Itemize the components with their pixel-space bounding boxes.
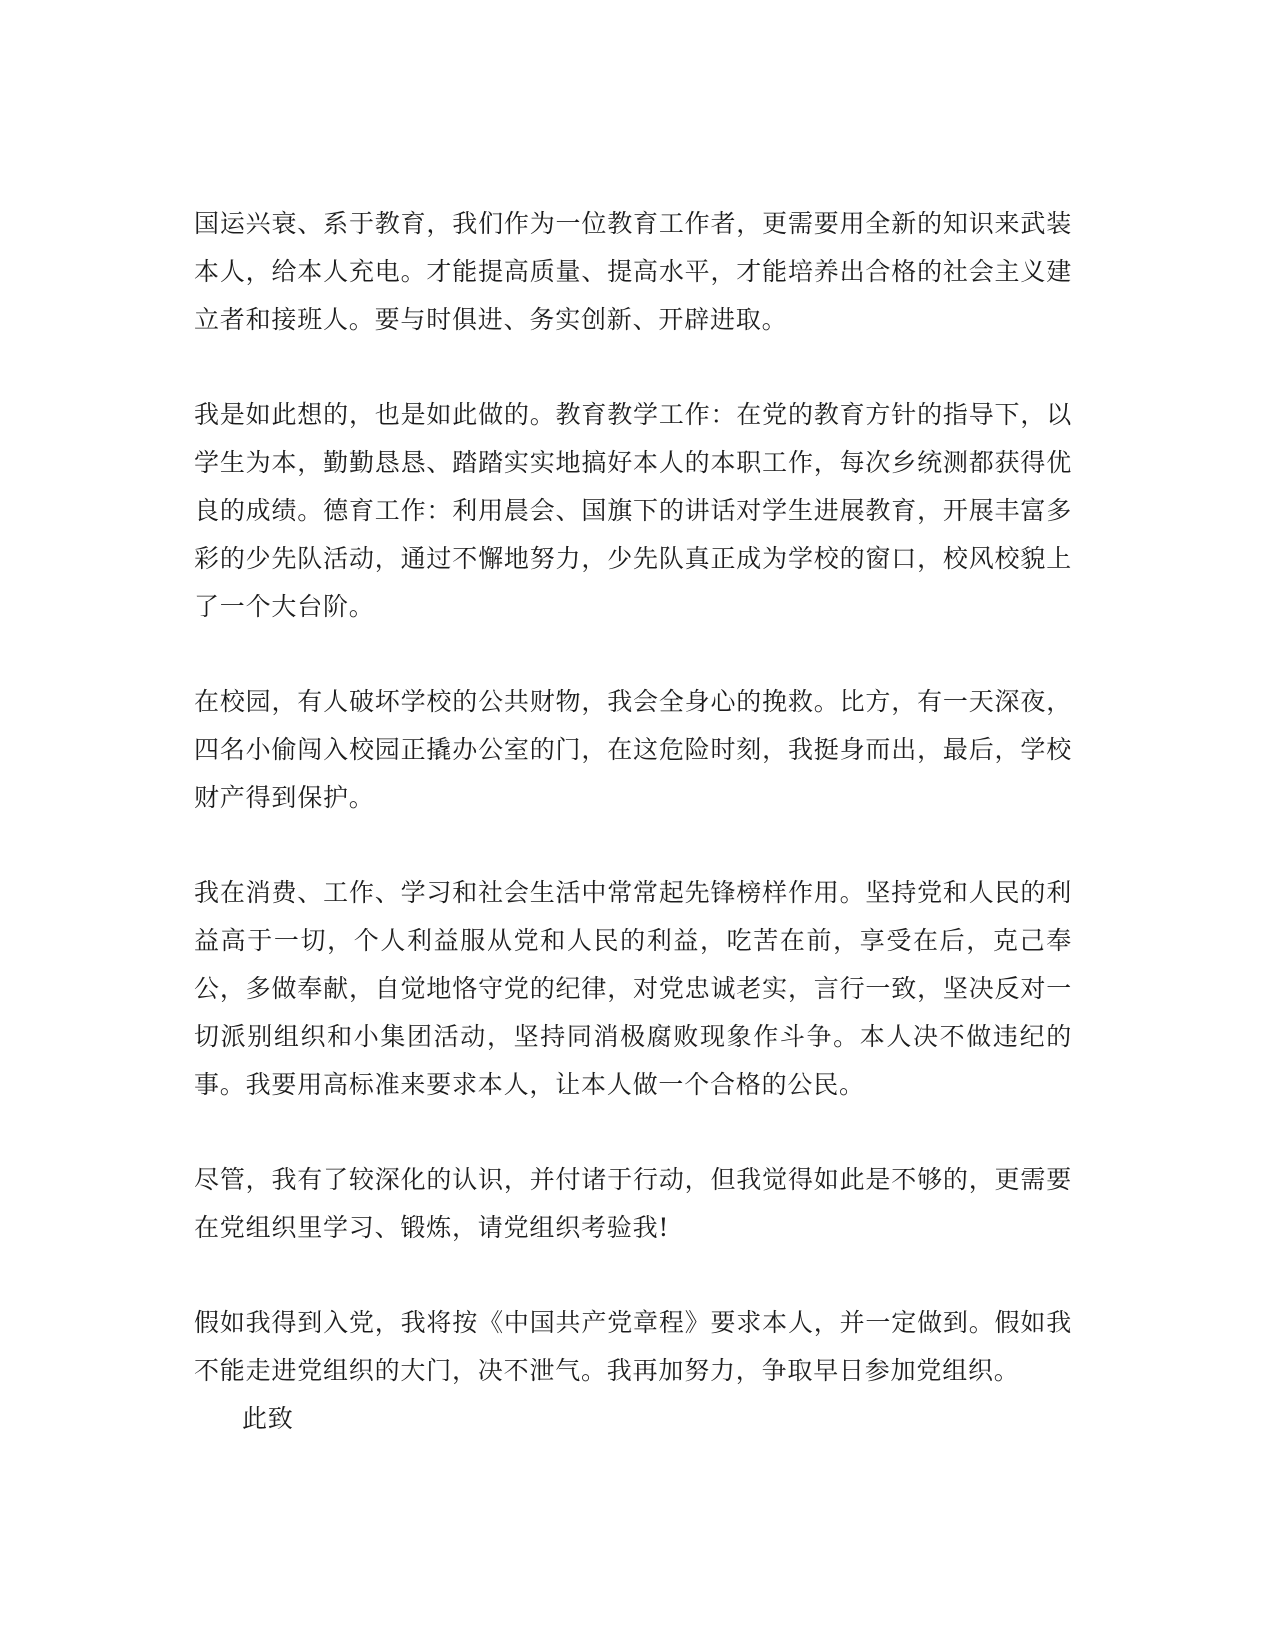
paragraph-6: 假如我得到入党，我将按《中国共产党章程》要求本人，并一定做到。假如我不能走进党组织的大门，决不泄气。我再加努力，争取早日参加党组织。	[194, 1308, 1072, 1385]
paragraph-5: 尽管，我有了较深化的认识，并付诸于行动，但我觉得如此是不够的，更需要在党组织里学习、锻炼，请党组织考验我!	[194, 1165, 1072, 1242]
paragraph-1: 国运兴衰、系于教育，我们作为一位教育工作者，更需要用全新的知识来武装本人，给本人充电。才能提高质量、提高水平，才能培养出合格的社会主义建立者和接班人。要与时俱进、务实创新、开辟进取。	[194, 209, 1072, 334]
closing-salutation: 此致	[242, 1404, 294, 1433]
paragraph-4: 我在消费、工作、学习和社会生活中常常起先锋榜样作用。坚持党和人民的利益高于一切，个人利益服从党和人民的利益，吃苦在前，享受在后，克己奉公，多做奉献，自觉地恪守党的纪律，对党忠诚老实，言行一致，坚决反对一切派别组织和小集团活动，坚持同消极腐败现象作斗争。本人决不做违纪的事。我要用高标准来要求本人，让本人做一个合格的公民。	[194, 878, 1072, 1099]
paragraph-2: 我是如此想的，也是如此做的。教育教学工作：在党的教育方针的指导下，以学生为本，勤勤恳恳、踏踏实实地搞好本人的本职工作，每次乡统测都获得优良的成绩。德育工作：利用晨会、国旗下的讲话对学生进展教育，开展丰富多彩的少先队活动，通过不懈地努力，少先队真正成为学校的窗口，校风校貌上了一个大台阶。	[194, 400, 1072, 621]
paragraph-3: 在校园，有人破坏学校的公共财物，我会全身心的挽救。比方，有一天深夜，四名小偷闯入校园正撬办公室的门，在这危险时刻，我挺身而出，最后，学校财产得到保护。	[194, 687, 1072, 812]
